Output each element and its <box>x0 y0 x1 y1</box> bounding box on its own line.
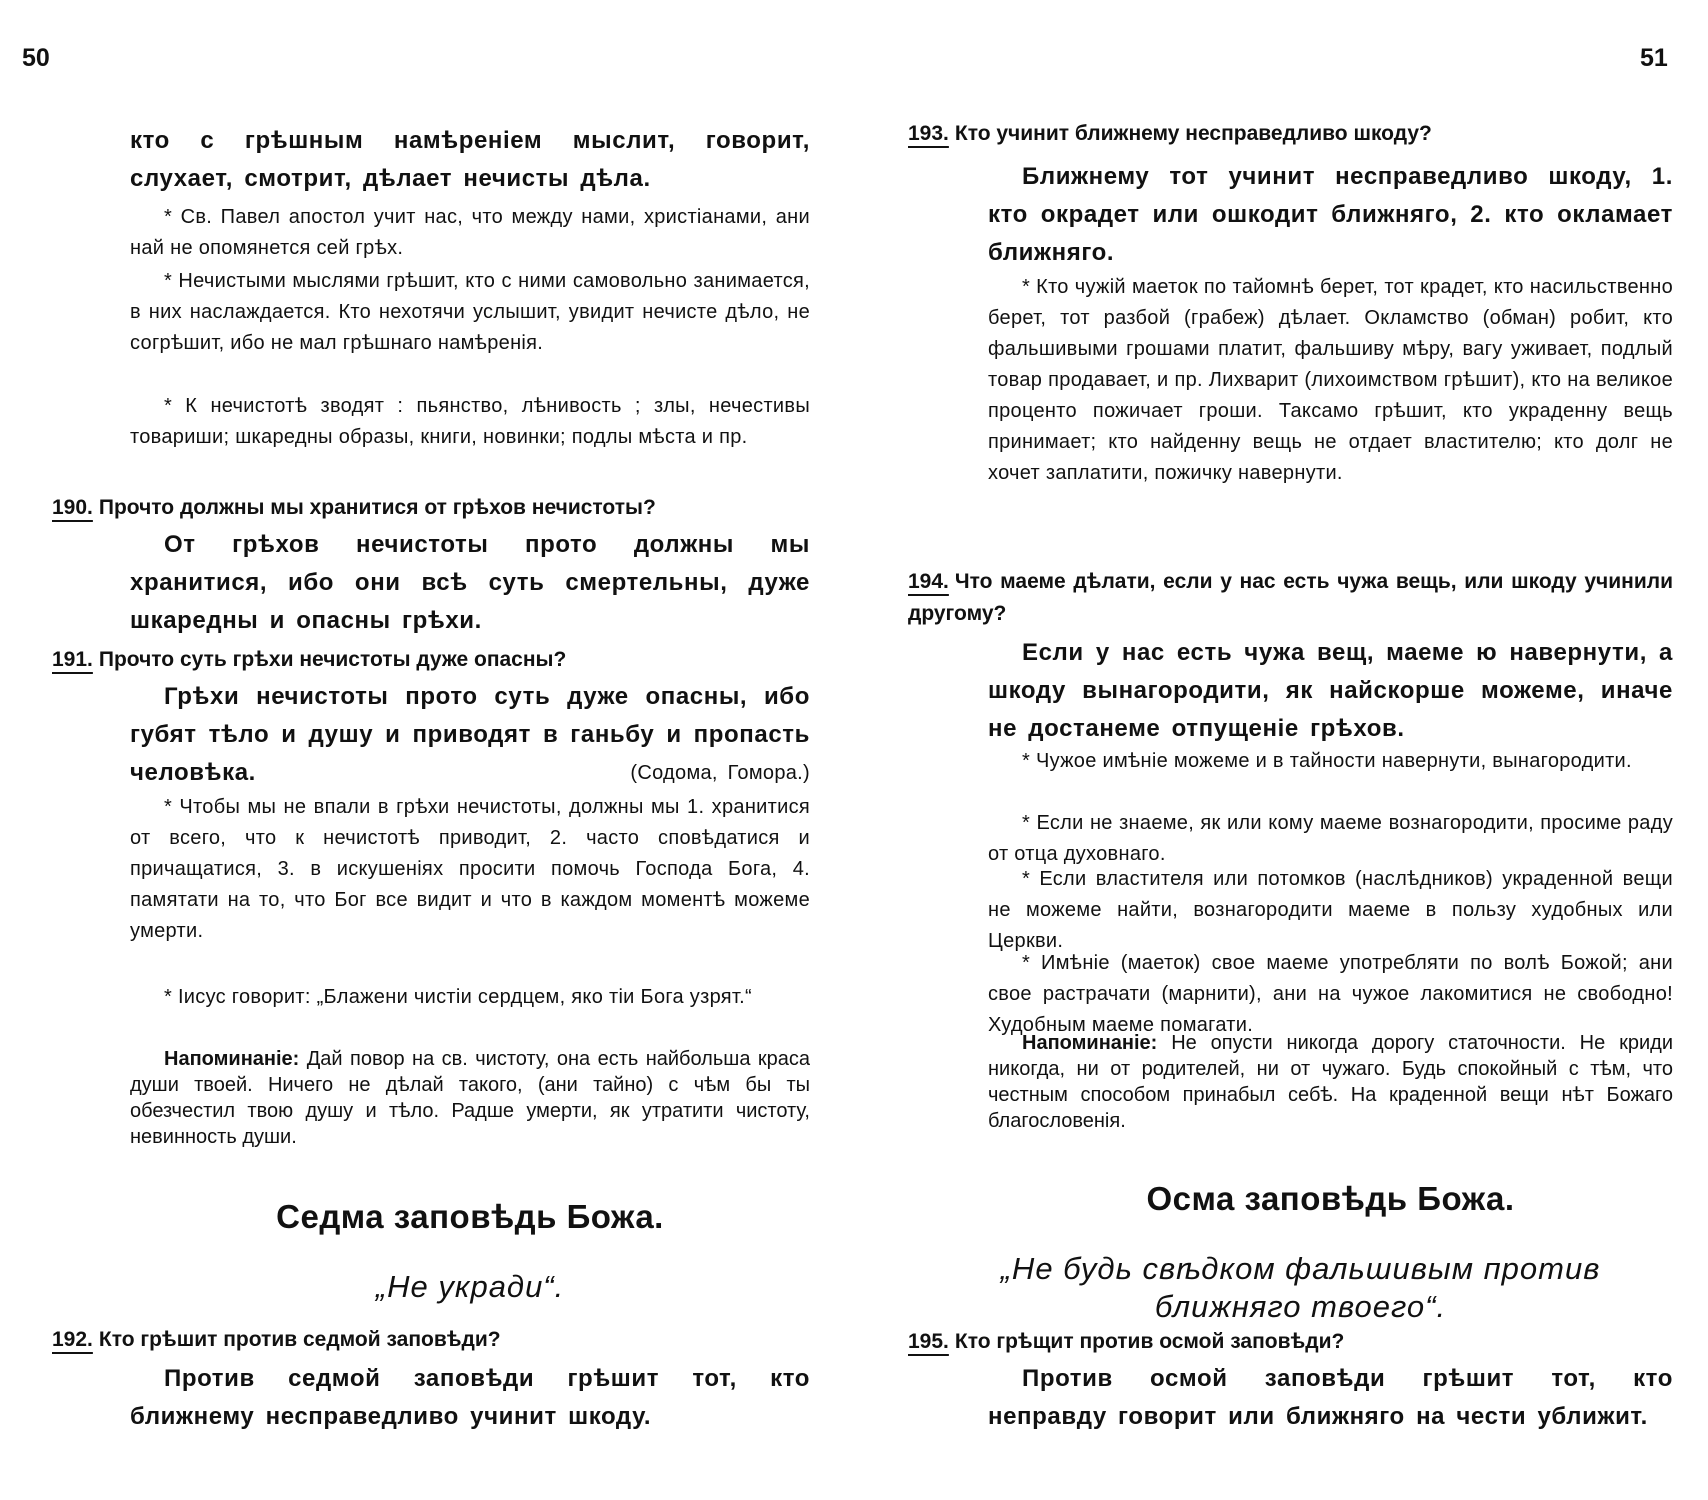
question-191 <box>52 644 810 676</box>
question-190 <box>52 492 810 524</box>
reminder-text: Дай повор на св. чистоту, она есть найбольша краса души твоей. Ничего не дѣлай такого, (ани тайно) с чѣм бы ты обезчестил твою душу и тѣло. Радше умерти, як утратити чистоту, невинность души. <box>130 1048 810 1148</box>
biblical-reference: (Содома, Гомора.) <box>630 762 810 784</box>
page-number-left: 50 <box>22 44 50 72</box>
question-text: Что маеме дѣлати, если у нас есть чужа вещь, или шкоду учинили другому? <box>908 570 1673 625</box>
commandment-quote: „Не укради“. <box>375 1269 565 1304</box>
question-193 <box>908 118 1673 150</box>
note: * Имѣніе (маеток) свое маеме употребляти по волѣ Божой; ани свое растрачати (марнити), ани на чужое лакомитися не свободно! Худобным маеме помагати. <box>988 952 1673 1036</box>
question-text: Кто грѣщит против осмой заповѣди? <box>954 1330 1345 1353</box>
reminder <box>130 1046 810 1150</box>
answer-193: Ближнему тот учинит несправедливо шкоду, 1. кто окрадет или ошкодит ближняго, 2. кто окламает ближняго. <box>988 163 1673 266</box>
question-text: Кто учинит ближнему несправедливо шкоду? <box>954 122 1432 145</box>
note: * Св. Павел апостол учит нас, что между нами, христіанами, ани най не опомянется сей грѣх. <box>130 206 810 259</box>
question-number: 193. <box>908 122 949 145</box>
question-text: Прочто суть грѣхи нечистоты дуже опасны? <box>98 648 567 671</box>
answer-191 <box>130 678 810 792</box>
commandment-heading: Седма заповѣдь Божа. <box>276 1198 664 1235</box>
continuation-text: кто с грѣшным намѣреніем мыслит, говорит, слухает, смотрит, дѣлает нечисты дѣла. <box>130 127 810 192</box>
page-number-right: 51 <box>1640 44 1668 72</box>
note: * Если властителя или потомков (наслѣдников) украденной вещи не можеме найти, вознагородити маеме в пользу худобных или Церкви. <box>988 868 1673 952</box>
reminder <box>988 1030 1673 1134</box>
note: * Чужое имѣніе можеме и в тайности навернути, вынагородити. <box>1022 750 1632 772</box>
commandment-quote: „Не будь свѣдком фальшивым против ближняго твоего“. <box>1000 1251 1601 1324</box>
reminder-label: Напоминаніе: <box>1022 1032 1158 1054</box>
note: * Если не знаеме, як или кому маеме вознагородити, просиме раду от отца духовнаго. <box>988 812 1673 865</box>
note: * К нечистотѣ зводят : пьянство, лѣнивость ; злы, нечестивы товариши; шкаредны образы, книги, новинки; подлы мѣста и пр. <box>130 395 810 448</box>
reminder-label: Напоминаніе: <box>164 1048 300 1070</box>
question-text: Прочто должны мы хранитися от грѣхов нечистоты? <box>98 496 656 519</box>
question-195 <box>908 1326 1673 1358</box>
answer-text: Грѣхи нечистоты прото суть дуже опасны, ибо губят тѣло и душу и приводят в ганьбу и пропасть человѣка. <box>130 683 810 786</box>
question-number: 195. <box>908 1330 949 1353</box>
note: * Іисус говорит: „Блажени чистіи сердцем, яко тіи Бога узрят.“ <box>164 986 752 1008</box>
answer-190: От грѣхов нечистоты прото должны мы хранитися, ибо они всѣ суть смертельны, дуже шкаредны и опасны грѣхи. <box>130 531 810 634</box>
reminder-text: Не опусти никогда дорогу статочности. Не криди никогда, ни от родителей, ни от чужаго. Будь спокойный с тѣм, что честным способом принабыл себѣ. На краденной вещи нѣт Божаго благословенія. <box>988 1032 1673 1132</box>
answer-194: Если у нас есть чужа вещ, маеме ю навернути, а шкоду вынагородити, як найскорше можеме, иначе не достанеме отпущеніе грѣхов. <box>988 639 1673 742</box>
answer-192: Против седмой заповѣди грѣшит тот, кто ближнему несправедливо учинит шкоду. <box>130 1365 810 1430</box>
question-number: 194. <box>908 570 949 593</box>
question-194 <box>908 566 1673 630</box>
question-number: 191. <box>52 648 93 671</box>
note: * Чтобы мы не впали в грѣхи нечистоты, должны мы 1. хранитися от всего, что к нечистотѣ приводит, 2. часто сповѣдатися и причащатися, 3. в искушеніях просити помочь Господа Бога, 4. памятати на то, что Бог все видит и что в каждом моментѣ можеме умерти. <box>130 796 810 942</box>
note: * Кто чужій маеток по тайомнѣ берет, тот крадет, кто насильственно берет, тот разбой (грабеж) дѣлает. Окламство (обман) робит, кто фальшивыми грошами платит, фальшиву мѣру, вагу уживает, подлый товар продавает, и пр. Лихварит (лихоимством грѣшит), кто на великое проценто пожичает гроши. Таксамо грѣшит, кто украденну вещь принимает; кто найденну вещь не отдает властителю; кто долг не хочет заплатити, пожичку навернути. <box>988 276 1673 484</box>
question-number: 190. <box>52 496 93 519</box>
note: * Нечистыми мыслями грѣшит, кто с ними самовольно занимается, в них наслаждается. Кто нехотячи услышит, увидит нечисте дѣло, не согрѣшит, ибо не мал грѣшнаго намѣренія. <box>130 270 810 354</box>
answer-195: Против осмой заповѣди грѣшит тот, кто неправду говорит или ближняго на чести уближит. <box>988 1365 1673 1430</box>
question-number: 192. <box>52 1328 93 1351</box>
question-192 <box>52 1324 810 1356</box>
question-text: Кто грѣшит против седмой заповѣди? <box>98 1328 501 1351</box>
commandment-heading: Осма заповѣдь Божа. <box>1146 1180 1515 1217</box>
